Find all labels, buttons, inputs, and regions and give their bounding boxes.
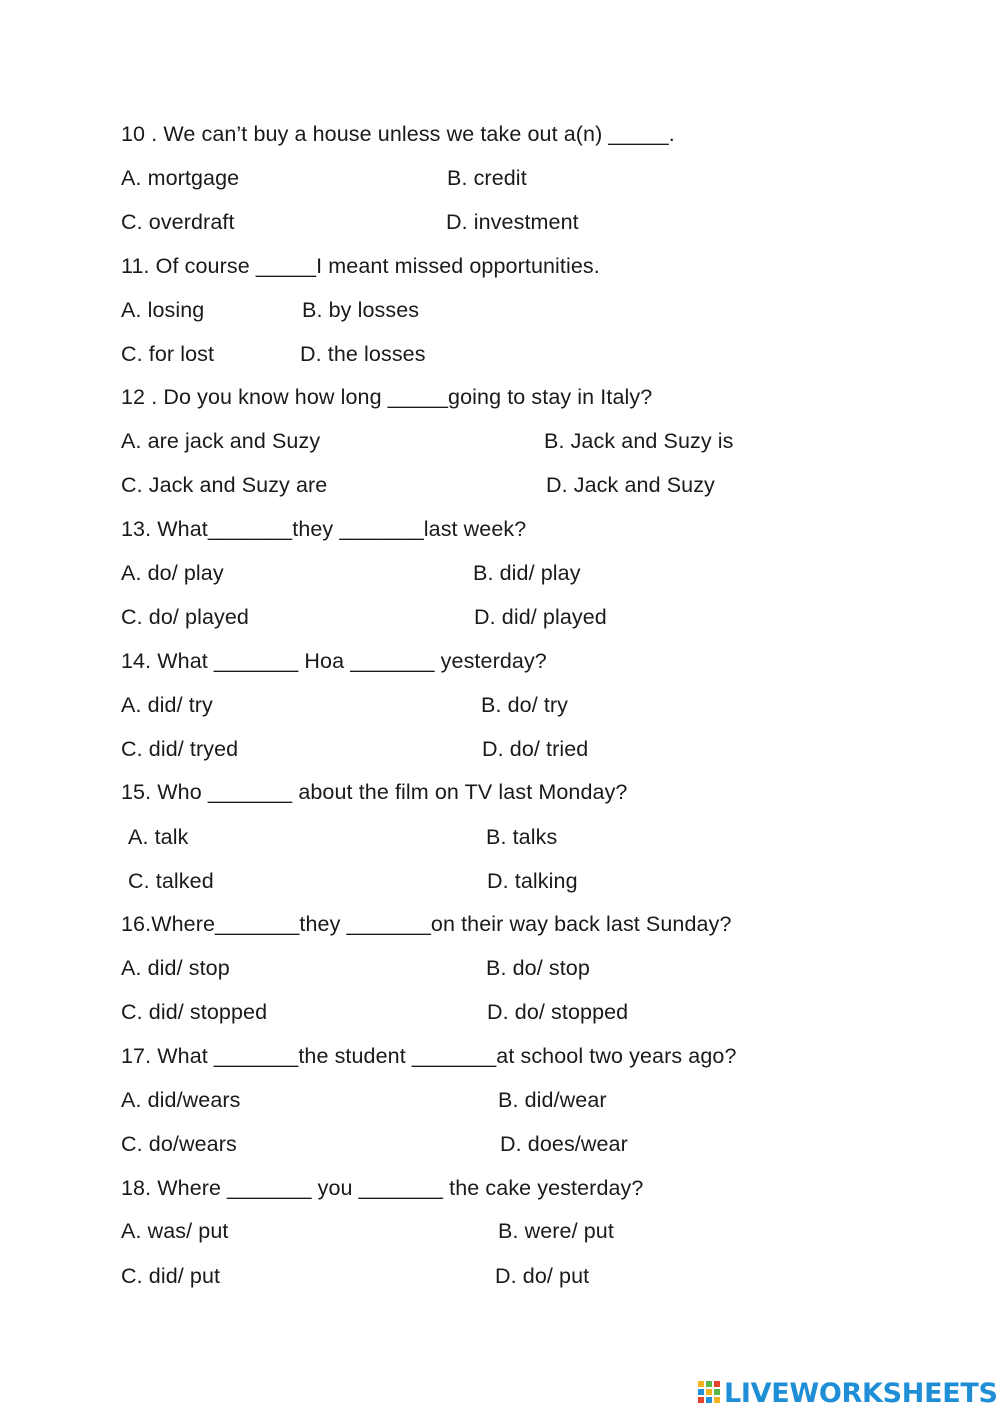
question-15-option-a[interactable]: A. talk xyxy=(128,825,189,849)
question-12-option-b[interactable]: B. Jack and Suzy is xyxy=(544,429,734,453)
question-17-option-a[interactable]: A. did/wears xyxy=(121,1088,241,1112)
question-10-option-a[interactable]: A. mortgage xyxy=(121,166,240,190)
question-13-option-a[interactable]: A. do/ play xyxy=(121,561,224,585)
question-18-option-c[interactable]: C. did/ put xyxy=(121,1264,221,1288)
question-16-option-d[interactable]: D. do/ stopped xyxy=(487,1000,629,1024)
question-11-option-a[interactable]: A. losing xyxy=(121,298,205,322)
question-10-option-b[interactable]: B. credit xyxy=(447,166,527,190)
question-13-option-d[interactable]: D. did/ played xyxy=(474,605,607,629)
question-18-option-a[interactable]: A. was/ put xyxy=(121,1219,229,1243)
question-12-option-a[interactable]: A. are jack and Suzy xyxy=(121,429,321,453)
question-18-stem: 18. Where _______ you _______ the cake yesterday? xyxy=(121,1176,644,1200)
question-12-option-d[interactable]: D. Jack and Suzy xyxy=(546,473,715,497)
question-12-option-c[interactable]: C. Jack and Suzy are xyxy=(121,473,328,497)
question-13-option-b[interactable]: B. did/ play xyxy=(473,561,581,585)
question-12-stem: 12 . Do you know how long _____going to stay in Italy? xyxy=(121,385,653,409)
question-11-option-b[interactable]: B. by losses xyxy=(302,298,420,322)
question-13-stem: 13. What_______they _______last week? xyxy=(121,517,527,541)
question-16-option-c[interactable]: C. did/ stopped xyxy=(121,1000,268,1024)
liveworksheets-logo xyxy=(697,1376,998,1410)
question-15-stem: 15. Who _______ about the film on TV last Monday? xyxy=(121,780,628,804)
question-16-option-b[interactable]: B. do/ stop xyxy=(486,956,590,980)
question-16-option-a[interactable]: A. did/ stop xyxy=(121,956,230,980)
question-11-option-d[interactable]: D. the losses xyxy=(300,342,426,366)
question-18-option-d[interactable]: D. do/ put xyxy=(495,1264,590,1288)
question-16-stem: 16.Where_______they _______on their way back last Sunday? xyxy=(121,912,732,936)
question-14-option-b[interactable]: B. do/ try xyxy=(481,693,569,717)
liveworksheets-logo-icon xyxy=(697,1379,721,1407)
question-11-stem: 11. Of course _____I meant missed opportunities. xyxy=(121,254,600,278)
question-14-option-d[interactable]: D. do/ tried xyxy=(482,737,589,761)
question-10-option-c[interactable]: C. overdraft xyxy=(121,210,235,234)
liveworksheets-logo-text: LIVEWORKSHEETS xyxy=(724,1377,998,1409)
question-10-stem: 10 . We can’t buy a house unless we take out a(n) _____. xyxy=(121,122,675,146)
question-17-option-b[interactable]: B. did/wear xyxy=(498,1088,607,1112)
question-17-option-c[interactable]: C. do/wears xyxy=(121,1132,237,1156)
question-17-option-d[interactable]: D. does/wear xyxy=(500,1132,628,1156)
question-15-option-d[interactable]: D. talking xyxy=(487,869,578,893)
question-11-option-c[interactable]: C. for lost xyxy=(121,342,215,366)
question-14-stem: 14. What _______ Hoa _______ yesterday? xyxy=(121,649,547,673)
question-18-option-b[interactable]: B. were/ put xyxy=(498,1219,614,1243)
question-14-option-a[interactable]: A. did/ try xyxy=(121,693,213,717)
question-14-option-c[interactable]: C. did/ tryed xyxy=(121,737,239,761)
question-13-option-c[interactable]: C. do/ played xyxy=(121,605,249,629)
question-15-option-c[interactable]: C. talked xyxy=(128,869,214,893)
question-17-stem: 17. What _______the student _______at school two years ago? xyxy=(121,1044,737,1068)
question-10-option-d[interactable]: D. investment xyxy=(446,210,579,234)
question-15-option-b[interactable]: B. talks xyxy=(486,825,558,849)
